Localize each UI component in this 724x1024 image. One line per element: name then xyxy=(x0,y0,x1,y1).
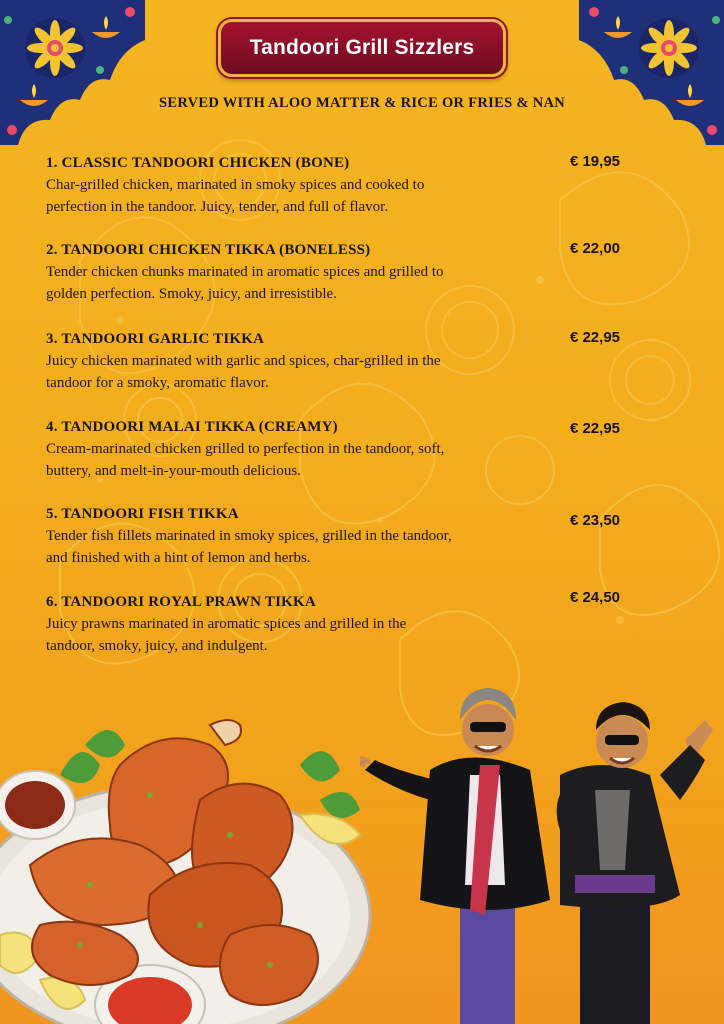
menu-item xyxy=(46,153,686,218)
menu-item-price: € 22,95 xyxy=(569,420,620,437)
tandoori-chicken-platter-illustration xyxy=(0,705,380,1024)
menu-item xyxy=(46,417,686,482)
corner-mandala-icon xyxy=(0,0,145,145)
menu-item-price: € 23,50 xyxy=(569,512,620,529)
title-banner xyxy=(218,19,506,77)
menu-item-description xyxy=(46,174,496,218)
page-title: Tandoori Grill Sizzlers xyxy=(249,36,475,59)
menu-item-price: € 22,00 xyxy=(569,240,620,257)
menu-item-name: 6. TANDOORI ROYAL PRAWN TIKKA xyxy=(46,594,316,610)
menu-subtitle: SERVED WITH ALOO MATTER & RICE OR FRIES & NAN xyxy=(158,95,566,111)
menu-item xyxy=(46,589,686,657)
menu-item xyxy=(46,240,686,305)
menu-item xyxy=(46,504,686,569)
menu-item-description xyxy=(46,613,496,657)
menu-item-desc-line: Juicy prawns marinated in aromatic spices and grilled in the xyxy=(46,616,407,632)
menu-item-desc-line: and finished with a hint of lemon and herbs. xyxy=(46,550,311,566)
corner-mandala-icon xyxy=(579,0,724,145)
person-right xyxy=(557,702,713,1024)
menu-item-price: € 22,95 xyxy=(569,329,620,346)
menu-item-desc-line: tandoor for a smoky, aromatic flavor. xyxy=(46,375,269,391)
characters-illustration xyxy=(360,680,724,1024)
menu-item-description xyxy=(46,350,496,394)
menu-item-price: € 19,95 xyxy=(569,153,620,170)
menu-item-desc-line: tandoor, smoky, juicy, and indulgent. xyxy=(46,638,268,654)
menu-item-desc-line: perfection in the tandoor. Juicy, tender, and full of flavor. xyxy=(46,199,389,215)
menu-item-name: 1. CLASSIC TANDOORI CHICKEN (BONE) xyxy=(46,155,350,171)
menu-item-price: € 24,50 xyxy=(569,589,620,606)
menu-item-description xyxy=(46,261,496,305)
menu-item-name: 3. TANDOORI GARLIC TIKKA xyxy=(46,331,265,347)
menu-item-desc-line: Char-grilled chicken, marinated in smoky spices and cooked to xyxy=(46,177,425,193)
menu-item-desc-line: Juicy chicken marinated with garlic and spices, char-grilled in the xyxy=(46,353,441,369)
menu-item-desc-line: Tender fish fillets marinated in smoky spices, grilled in the tandoor, xyxy=(46,528,452,544)
menu-item-desc-line: Tender chicken chunks marinated in aromatic spices and grilled to xyxy=(46,264,444,280)
menu-item xyxy=(46,329,686,394)
menu-item-name: 5. TANDOORI FISH TIKKA xyxy=(46,506,239,522)
menu-item-desc-line: buttery, and melt-in-your-mouth delicious. xyxy=(46,463,301,479)
menu-item-desc-line: golden perfection. Smoky, juicy, and irresistible. xyxy=(46,286,337,302)
menu-item-desc-line: Cream-marinated chicken grilled to perfection in the tandoor, soft, xyxy=(46,441,445,457)
menu-item-name: 4. TANDOORI MALAI TIKKA (CREAMY) xyxy=(46,419,338,435)
menu-item-description xyxy=(46,525,496,569)
person-left xyxy=(360,688,550,1024)
menu-item-name: 2. TANDOORI CHICKEN TIKKA (BONELESS) xyxy=(46,242,371,258)
menu-item-description xyxy=(46,438,496,482)
